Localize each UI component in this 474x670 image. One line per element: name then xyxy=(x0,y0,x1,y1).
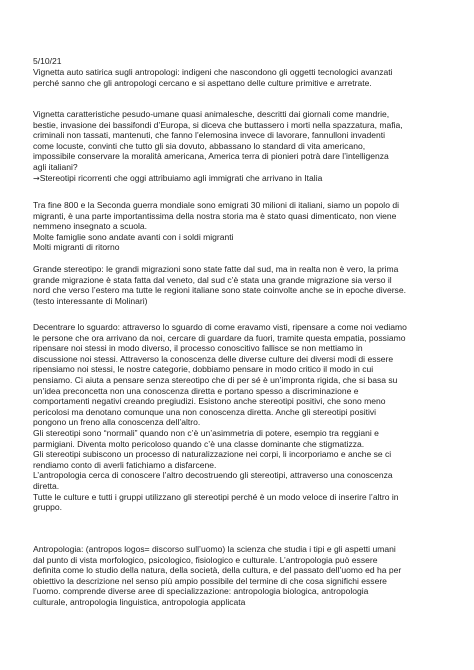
text-line: pensiamo. Ci aiuta a pensare senza stereotipo che di per sé è un’impronta rigida, che si basa su xyxy=(33,374,398,385)
text-line: Vignetta caratteristiche pesudo-umane quasi animalesche, descritti dai giornali come mandrie, xyxy=(33,109,390,119)
text-line: discussione noi stessi. Attraverso la conoscenza delle diverse culture dei diversi modi di essere xyxy=(33,353,394,364)
text-line: comportamenti negativi creando pregiudizi. Esistono anche stereotipi positivi, che sono meno xyxy=(33,396,386,407)
text-line: parmigiani. Diventa molto pericoloso quando c’è una classe dominante che stigmatizza. xyxy=(33,438,365,449)
arrow-line xyxy=(33,173,449,185)
migranti-paragraph xyxy=(33,200,449,253)
text-line: ripensare noi stessi in modo diverso, il processo conoscitivo fallisce se non mettiamo in xyxy=(33,343,363,354)
text-line: l’uomo. comprende diverse aree di specializzazione: antropologia biologica, antropologia xyxy=(33,586,369,597)
text-line: le persone che ora arrivano da noi, cercare di guardare da fuori, tramite questa empatia, possiamo xyxy=(33,332,406,343)
text-line: culturale, antropologia linguistica, antropologia applicata xyxy=(33,596,246,607)
text-line: Grande stereotipo: le grandi migrazioni sono state fatte dal sud, ma in realta non è vero, la prima xyxy=(33,264,399,274)
text-line: Antropologia: (antropos logos= discorso sull’uomo) la scienza che studia i tipi e gli aspetti umani xyxy=(33,544,396,554)
text-line: Gli stereotipi subiscono un processo di naturalizzazione nei corpi, li incorporiamo e anche se ci xyxy=(33,449,392,460)
date-line xyxy=(33,56,449,67)
text-line: Gli stereotipi sono “normali” quando non c’è un’asimmetria di potere, esempio tra reggiani e xyxy=(33,427,379,438)
text-line: agli italiani? xyxy=(33,161,78,172)
text-line: Tutte le culture e tutti i gruppi utilizzano gli stereotipi perché è un modo veloce di inserire l’altro in xyxy=(33,491,399,502)
text-line: gruppo. xyxy=(33,502,62,513)
text-line: bestie, invasione dei bassifondi d’Europa, si diceva che buttassero i morti nella spazzatura, mafia, xyxy=(33,119,403,130)
text-line: rendiamo conto di averli fatichiamo a disfarcene. xyxy=(33,459,217,470)
text-line: diretta. xyxy=(33,480,60,491)
text-line: L’antropologia cerca di conoscere l’altro decostruendo gli stereotipi, attraverso una conoscenza xyxy=(33,470,393,481)
arrow-line-text: Stereotipi ricorrenti che oggi attribuiamo agli immigrati che arrivano in Italia xyxy=(39,172,323,183)
decentrare-paragraph xyxy=(33,322,449,513)
vignetta-paragraph xyxy=(33,109,449,184)
text-line: Tra fine 800 e la Seconda guerra mondiale sono emigrati 30 milioni di italiani, siamo un popolo di xyxy=(33,200,399,210)
text-line: nord che verso l’estero ma tutte le regioni italiane sono state coinvolte anche se in epoche diverse. xyxy=(33,285,406,296)
text-line: perché sanno che gli antropologi cercano e si aspettano delle culture primitive e arretrate. xyxy=(33,77,372,88)
text-line: Decentrare lo sguardo: attraverso lo sguardo di come eravamo visti, ripensare a come noi vediamo xyxy=(33,322,407,332)
date-text: 5/10/21 xyxy=(33,56,62,66)
text-line: Molte famiglie sono andate avanti con i soldi migranti xyxy=(33,231,234,242)
text-line: obiettivo la descrizione nel senso più ampio possibile del termine di che cosa significhi essere xyxy=(33,575,387,586)
text-line: pericolosi ma denotano comunque una non conoscenza diretta. Anche gli stereotipi positivi xyxy=(33,406,377,417)
text-line: un’idea preconcetta non una conoscenza diretta e portano spesso a discriminazione e xyxy=(33,385,359,396)
stereotipo-paragraph xyxy=(33,264,449,306)
antropologia-paragraph xyxy=(33,544,449,608)
text-line: Molti migranti di ritorno xyxy=(33,242,120,253)
text-line: dal punto di vista morfologico, psicologico, fisiologico e culturale. L’antropologia può essere xyxy=(33,554,378,565)
text-line: nemmeno insegnato a scuola. xyxy=(33,221,148,232)
text-line: pongono un freno alla conoscenza dell’altro. xyxy=(33,417,201,428)
text-line: impossibile conservare la moralità americana, America terra di pionieri potrà dare l’intelligenza xyxy=(33,151,389,162)
intro-paragraph xyxy=(33,67,449,88)
text-line: grande migrazione è stata fatta dal veneto, dal sud c’è stata una grande migrazione sia verso il xyxy=(33,274,392,285)
text-line: Vignetta auto satirica sugli antropologi: indigeni che nascondono gli oggetti tecnologici avanzati xyxy=(33,67,393,77)
text-line: come locuste, convinti che tutto gli sia dovuto, abbassano lo standard di vita americano, xyxy=(33,140,366,151)
arrow-right-icon: → xyxy=(33,173,40,183)
text-line: criminali non tassati, mantenuti, che fanno l’elemosina invece di lavorare, fannulloni invadenti xyxy=(33,130,386,141)
text-line: definita come lo studio della natura, della società, della cultura, e del passato dell’uomo ed ha per xyxy=(33,565,402,576)
text-line: (testo interessante di Molinari) xyxy=(33,295,148,306)
text-line: ripensiamo noi stessi, le nostre categorie, dobbiamo pensare in modo critico il modo in cui xyxy=(33,364,374,375)
text-line: migranti, è una parte importantissima della nostra storia ma è stato quasi dimenticato, non viene xyxy=(33,210,397,221)
